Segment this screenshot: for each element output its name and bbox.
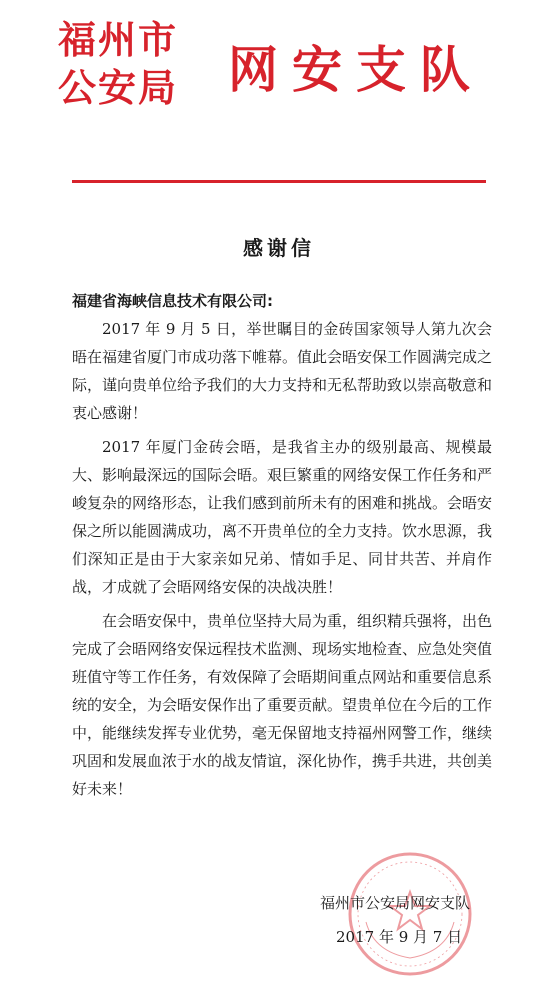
signature-date: 2017 年 9 月 7 日 [336,928,463,946]
paragraph-1: 2017 年 9 月 5 日，举世瞩目的金砖国家领导人第九次会晤在福建省厦门市成功落下帷幕。值此会晤安保工作圆满完成之际，谨向贵单位给予我们的大力支持和无私帮助致以崇高敬意和衷心感谢！ [72,320,493,422]
paragraph-3: 在会晤安保中，贵单位坚持大局为重，组织精兵强将，出色完成了会晤网络安保远程技术监测、现场实地检查、应急处突值班值守等工作任务，有效保障了会晤期间重点网站和重要信息系统的安全，为会晤安保作出了重要贡献。望贵单位在今后的工作中，能继续发挥专业优势，毫无保留地支持福州网警工作，继续巩固和发展血浓于水的战友情谊，深化协作，携手共进，共创美好未来！ [72,612,493,798]
letter-title: 感谢信 [243,236,315,260]
letterhead-org [58,16,208,112]
paragraph-2: 2017 年厦门金砖会晤，是我省主办的级别最高、规模最大、影响最深远的国际会晤。艰巨繁重的网络安保工作任务和严峻复杂的网络形态，让我们感到前所未有的困难和挑战。会晤安保之所以能圆满成功，离不开贵单位的全力支持。饮水思源，我们深知正是由于大家亲如兄弟、情如手足、同甘共苦、并肩作战，才成就了会晤网络安保的决战决胜！ [72,438,493,596]
letter-body [72,287,492,809]
salutation: 福建省海峡信息技术有限公司: [72,292,273,310]
letterhead-org-line2: 公安局 [58,66,179,110]
letterhead [58,10,508,120]
letterhead-department: 网安支队 [228,41,484,99]
official-seal-icon [344,848,476,980]
signature-org: 福州市公安局网安支队 [320,894,471,912]
letterhead-divider [72,180,486,183]
letterhead-org-line1: 福州市 [58,18,179,62]
